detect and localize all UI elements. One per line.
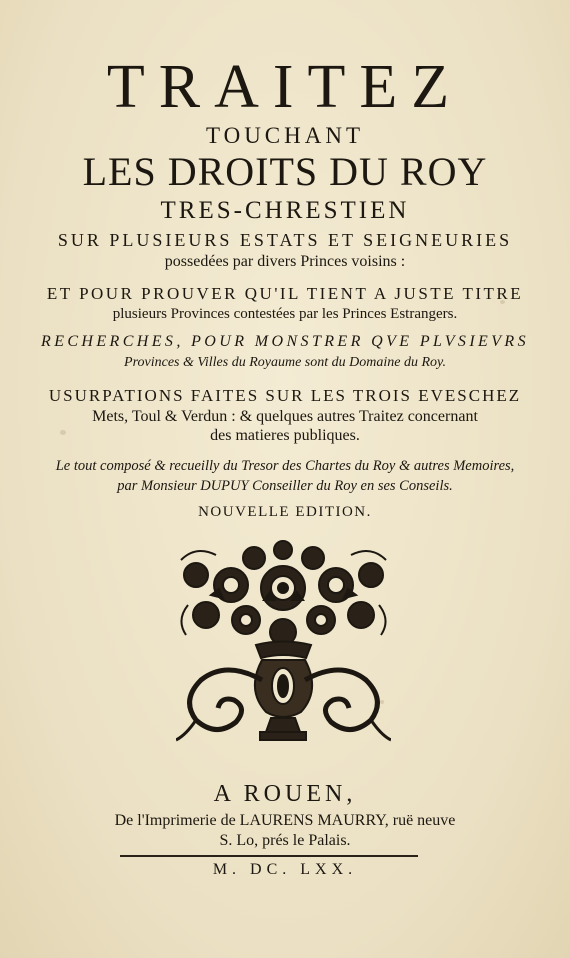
subtitle-line-possedees: possedées par divers Princes voisins : — [164, 253, 406, 270]
subtitle-line-matieres: des matieres publiques. — [210, 427, 360, 444]
flower-vase-ornament-icon — [176, 540, 391, 750]
subtitle-line-estats: SUR PLUSIEURS ESTATS ET SEIGNEURIES — [57, 230, 513, 250]
imprint-address: S. Lo, prés le Palais. — [219, 832, 351, 849]
title-line-tres-chrestien: TRES-CHRESTIEN — [160, 197, 410, 224]
edition-statement: NOUVELLE EDITION. — [198, 504, 372, 520]
subtitle-line-mets-toul: Mets, Toul & Verdun : & quelques autres Traitez concernant — [92, 408, 478, 425]
subtitle-line-provinces: plusieurs Provinces contestées par les Princes Estrangers. — [112, 306, 458, 322]
imprint-city: A ROUEN, — [213, 781, 357, 807]
subtitle-line-prouver: ET POUR PROUVER QU'IL TIENT A JUSTE TITRE — [46, 284, 524, 303]
flower-cluster — [181, 541, 386, 645]
title-line-droits: LES DROITS DU ROY — [82, 149, 488, 194]
author-line-compose: Le tout composé & recueilly du Tresor des Chartes du Roy & autres Memoires, — [55, 458, 515, 474]
author-line-dupuy: par Monsieur DUPUY Conseiller du Roy en ses Conseils. — [117, 478, 453, 494]
title-line-touchant: TOUCHANT — [205, 123, 365, 148]
imprint-year: M. DC. LXX. — [212, 861, 358, 878]
imprint-printer: De l'Imprimerie de LAURENS MAURRY, ruë neuve — [114, 812, 456, 829]
subtitle-line-domaine: Provinces & Villes du Royaume sont du Domaine du Roy. — [124, 355, 446, 370]
book-title: TRAITEZ — [106, 53, 464, 121]
vase — [255, 642, 312, 741]
imprint-divider — [120, 855, 418, 857]
subtitle-line-usurpations: USURPATIONS FAITES SUR LES TROIS EVESCHEZ — [48, 386, 522, 405]
subtitle-line-recherches: RECHERCHES, POUR MONSTRER QVE PLVSIEVRS — [41, 333, 529, 350]
